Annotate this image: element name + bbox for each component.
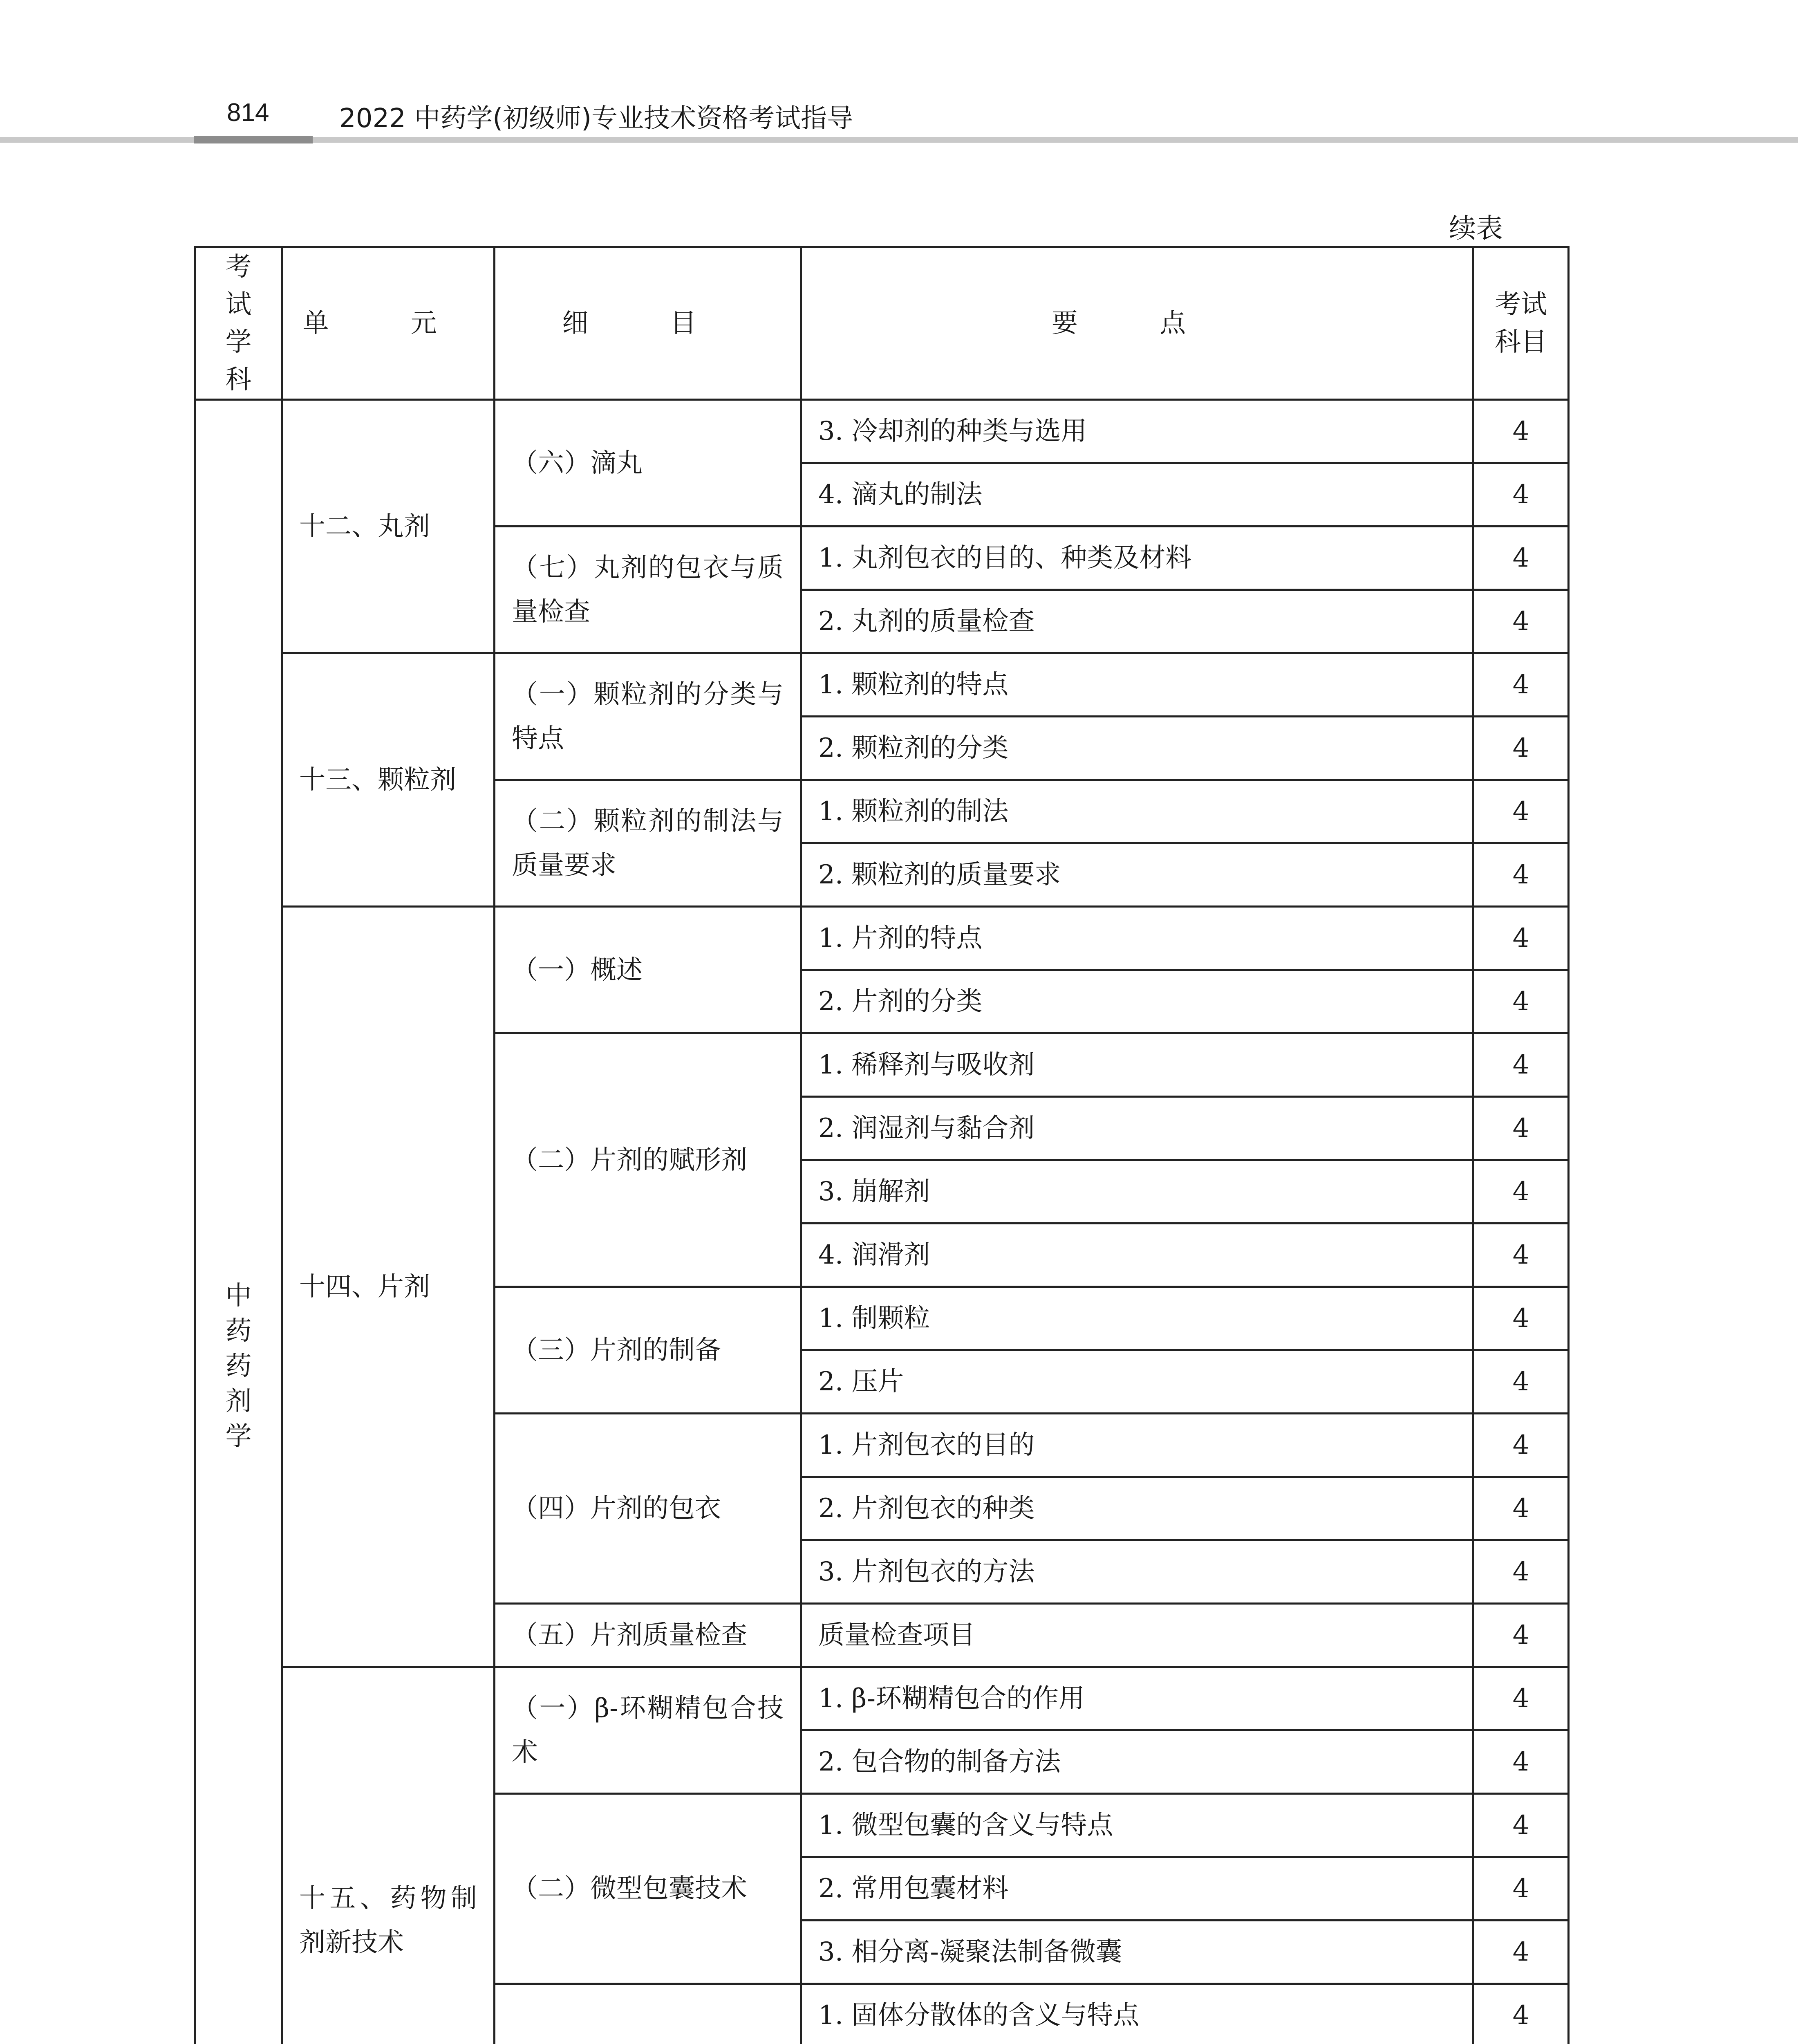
exam-subject-cell: 4 (1473, 1540, 1569, 1604)
detail-cell: （五）片剂质量检查 (495, 1604, 801, 1667)
exam-subject-cell: 4 (1473, 1033, 1569, 1097)
point-cell: 3. 崩解剂 (801, 1160, 1473, 1224)
exam-subject-cell: 4 (1473, 463, 1569, 527)
exam-subject-cell: 4 (1473, 717, 1569, 780)
exam-subject-cell: 4 (1473, 1287, 1569, 1350)
point-cell: 2. 片剂的分类 (801, 970, 1473, 1033)
point-cell: 2. 丸剂的质量检查 (801, 590, 1473, 653)
point-cell: 1. 固体分散体的含义与特点 (801, 1984, 1473, 2044)
point-cell: 2. 润湿剂与黏合剂 (801, 1097, 1473, 1160)
point-cell: 2. 片剂包衣的种类 (801, 1477, 1473, 1540)
exam-subject-cell: 4 (1473, 1604, 1569, 1667)
exam-subject-cell: 4 (1473, 1794, 1569, 1857)
column-header-detail: 细 目 (495, 247, 801, 400)
unit-cell: 十三、颗粒剂 (282, 653, 495, 907)
exam-subject-cell: 4 (1473, 1224, 1569, 1287)
column-header-exam-subject: 考试科目 (1473, 247, 1569, 400)
unit-cell: 十二、丸剂 (282, 400, 495, 653)
detail-cell (495, 1984, 801, 2044)
point-cell: 1. β-环糊精包合的作用 (801, 1667, 1473, 1730)
column-header-unit: 单 元 (282, 247, 495, 400)
point-cell: 3. 相分离-凝聚法制备微囊 (801, 1921, 1473, 1984)
point-cell: 质量检查项目 (801, 1604, 1473, 1667)
exam-subject-cell: 4 (1473, 653, 1569, 717)
detail-cell: （六）滴丸 (495, 400, 801, 527)
point-cell: 1. 片剂的特点 (801, 907, 1473, 970)
table-row (195, 653, 1569, 717)
exam-subject-cell: 4 (1473, 1667, 1569, 1730)
page-number: 814 (227, 99, 269, 127)
syllabus-table (194, 246, 1570, 2044)
point-cell: 3. 冷却剂的种类与选用 (801, 400, 1473, 463)
subject-cell (195, 400, 282, 2044)
exam-subject-cell: 4 (1473, 780, 1569, 843)
table-row (195, 1667, 1569, 1730)
point-cell: 2. 包合物的制备方法 (801, 1730, 1473, 1794)
exam-subject-cell: 4 (1473, 1477, 1569, 1540)
exam-subject-cell: 4 (1473, 1730, 1569, 1794)
point-cell: 1. 微型包囊的含义与特点 (801, 1794, 1473, 1857)
exam-subject-cell: 4 (1473, 1350, 1569, 1414)
detail-cell: （一）颗粒剂的分类与特点 (495, 653, 801, 780)
header-rule-accent (194, 136, 313, 143)
point-cell: 1. 丸剂包衣的目的、种类及材料 (801, 527, 1473, 590)
point-cell: 1. 片剂包衣的目的 (801, 1414, 1473, 1477)
table-body (195, 400, 1569, 2044)
point-cell: 1. 颗粒剂的特点 (801, 653, 1473, 717)
exam-subject-cell: 4 (1473, 1984, 1569, 2044)
detail-cell: （二）颗粒剂的制法与质量要求 (495, 780, 801, 907)
exam-subject-cell: 4 (1473, 527, 1569, 590)
detail-cell: （二）片剂的赋形剂 (495, 1033, 801, 1287)
table-row (195, 907, 1569, 970)
continued-label: 续表 (1449, 213, 1503, 244)
point-cell: 1. 制颗粒 (801, 1287, 1473, 1350)
detail-cell: （四）片剂的包衣 (495, 1414, 801, 1604)
exam-subject-cell: 4 (1473, 400, 1569, 463)
point-cell: 2. 颗粒剂的分类 (801, 717, 1473, 780)
exam-subject-cell: 4 (1473, 590, 1569, 653)
table-header-row (195, 247, 1569, 400)
exam-subject-cell: 4 (1473, 970, 1569, 1033)
exam-subject-cell: 4 (1473, 843, 1569, 907)
point-cell: 2. 颗粒剂的质量要求 (801, 843, 1473, 907)
exam-subject-cell: 4 (1473, 1857, 1569, 1921)
unit-cell: 十五、药物制剂新技术 (282, 1667, 495, 2044)
table-row (195, 400, 1569, 463)
column-header-subject: 考试学科 (195, 247, 282, 400)
exam-subject-cell: 4 (1473, 907, 1569, 970)
point-cell: 1. 稀释剂与吸收剂 (801, 1033, 1473, 1097)
running-title: 2022 中药学(初级师)专业技术资格考试指导 (339, 103, 853, 134)
column-header-point: 要 点 (801, 247, 1473, 400)
point-cell: 2. 压片 (801, 1350, 1473, 1414)
exam-subject-cell: 4 (1473, 1414, 1569, 1477)
detail-cell: （一）β-环糊精包合技术 (495, 1667, 801, 1794)
page-header (0, 0, 1798, 147)
point-cell: 4. 润滑剂 (801, 1224, 1473, 1287)
exam-subject-cell: 4 (1473, 1160, 1569, 1224)
point-cell: 2. 常用包囊材料 (801, 1857, 1473, 1921)
exam-subject-cell: 4 (1473, 1921, 1569, 1984)
subject-label: 中药药剂学 (225, 1280, 252, 1452)
point-cell: 4. 滴丸的制法 (801, 463, 1473, 527)
detail-cell: （七）丸剂的包衣与质量检查 (495, 527, 801, 653)
exam-subject-cell: 4 (1473, 1097, 1569, 1160)
detail-cell: （一）概述 (495, 907, 801, 1033)
point-cell: 1. 颗粒剂的制法 (801, 780, 1473, 843)
detail-cell: （二）微型包囊技术 (495, 1794, 801, 1984)
unit-cell: 十四、片剂 (282, 907, 495, 1667)
detail-cell: （三）片剂的制备 (495, 1287, 801, 1414)
point-cell: 3. 片剂包衣的方法 (801, 1540, 1473, 1604)
